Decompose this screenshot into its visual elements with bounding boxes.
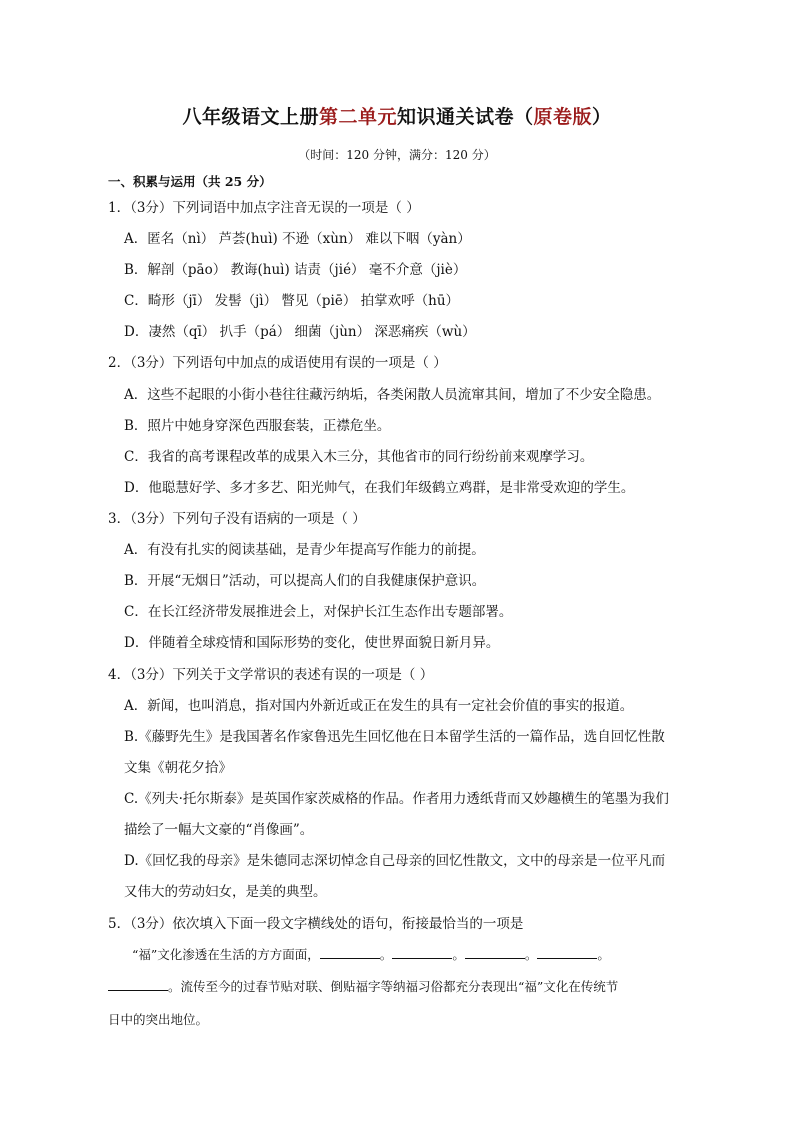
title-part-close: ） bbox=[592, 106, 612, 128]
question-1-option-b: B．解剖（pāo） 教诲(huì) 诘责（jié） 毫不介意（jiè） bbox=[124, 262, 467, 278]
question-3-option-a: A．有没有扎实的阅读基础，是青少年提高写作能力的前提。 bbox=[124, 542, 485, 558]
passage-punct: 。 bbox=[524, 947, 538, 962]
fill-blank[interactable] bbox=[320, 946, 380, 959]
page-title bbox=[0, 102, 794, 129]
question-4-option-b: B.《藤野先生》是我国著名作家鲁迅先生回忆他在日本留学生活的一篇作品，选自回忆性散 bbox=[124, 729, 665, 745]
question-3-option-d: D．伴随着全球疫情和国际形势的变化，使世界面貌日新月异。 bbox=[124, 635, 500, 651]
question-4-option-b-cont: 文集《朝花夕拾》 bbox=[124, 760, 232, 776]
fill-blank[interactable] bbox=[537, 946, 597, 959]
question-4-option-d: D.《回忆我的母亲》是朱德同志深切悼念自己母亲的回忆性散文，文中的母亲是一位平凡而 bbox=[124, 853, 666, 869]
question-5-passage-line-3: 日中的突出地位。 bbox=[108, 1012, 209, 1027]
question-3-option-b: B．开展“无烟日”活动，可以提高人们的自我健康保护意识。 bbox=[124, 573, 486, 589]
question-2-option-a: A．这些不起眼的小街小巷往往藏污纳垢，各类闲散人员流窜其间，增加了不少安全隐患。 bbox=[124, 387, 661, 403]
fill-blank[interactable] bbox=[108, 978, 168, 991]
question-5-stem: 5．（3分）依次填入下面一段文字横线处的语句，衔接最恰当的一项是 bbox=[108, 916, 524, 932]
question-4-option-a: A．新闻，也叫消息，指对国内外新近或正在发生的具有一定社会价值的事实的报道。 bbox=[124, 698, 634, 714]
passage-punct: 。 bbox=[379, 947, 393, 962]
exam-info: （时间：120 分钟，满分：120 分） bbox=[298, 148, 496, 162]
fill-blank[interactable] bbox=[465, 946, 525, 959]
question-5-passage-line-2 bbox=[108, 977, 618, 995]
passage-punct: 。 bbox=[452, 947, 465, 962]
question-4-stem: 4．（3分）下列关于文学常识的表述有误的一项是（ ） bbox=[108, 667, 434, 683]
question-2-stem: 2．（3分）下列语句中加点的成语使用有误的一项是（ ） bbox=[108, 355, 447, 371]
question-5-passage-line-1 bbox=[132, 945, 610, 963]
title-part-grade: 八年级语文上册 bbox=[182, 106, 319, 128]
question-2-option-b: B．照片中她身穿深色西服套装，正襟危坐。 bbox=[124, 418, 391, 434]
title-part-edition: 原卷版 bbox=[533, 106, 593, 128]
question-4-option-c-cont: 描绘了一幅大文豪的“肖像画”。 bbox=[124, 822, 314, 838]
question-2-option-d: D．他聪慧好学、多才多艺、阳光帅气，在我们年级鹤立鸡群，是非常受欢迎的学生。 bbox=[124, 480, 635, 496]
title-part-main: 知识通关试卷（ bbox=[396, 106, 534, 128]
fill-blank[interactable] bbox=[392, 946, 452, 959]
question-1-option-a: A．匿名（nì） 芦荟(huì) 不逊（xùn） 难以下咽（yàn） bbox=[124, 231, 471, 247]
passage-text: “福”文化渗透在生活的方方面面， bbox=[132, 947, 320, 962]
question-4-option-d-cont: 又伟大的劳动妇女，是美的典型。 bbox=[124, 884, 327, 900]
question-1-option-d: D．凄然（qī） 扒手（pá） 细菌（jùn） 深恶痛疾（wù） bbox=[124, 324, 476, 340]
question-3-stem: 3．（3分）下列句子没有语病的一项是（ ） bbox=[108, 511, 366, 527]
question-2-option-c: C．我省的高考课程改革的成果入木三分，其他省市的同行纷纷前来观摩学习。 bbox=[124, 449, 594, 465]
title-part-unit: 第二单元 bbox=[318, 106, 397, 128]
question-1-stem: 1．（3分）下列词语中加点字注音无误的一项是（ ） bbox=[108, 200, 420, 216]
section-heading: 一、积累与运用（共 25 分） bbox=[108, 174, 272, 189]
passage-punct: 。 bbox=[597, 947, 610, 962]
question-4-option-c: C.《列夫·托尔斯泰》是英国作家茨威格的作品。作者用力透纸背而又妙趣横生的笔墨为我们 bbox=[124, 791, 669, 807]
passage-text: 。流传至今的过春节贴对联、倒贴福字等纳福习俗都充分表现出“福”文化在传统节 bbox=[168, 979, 619, 994]
question-1-option-c: C．畸形（jī） 发髻（jì） 瞥见（piē） 拍掌欢呼（hū） bbox=[124, 293, 460, 309]
question-3-option-c: C．在长江经济带发展推进会上，对保护长江生态作出专题部署。 bbox=[124, 604, 513, 620]
